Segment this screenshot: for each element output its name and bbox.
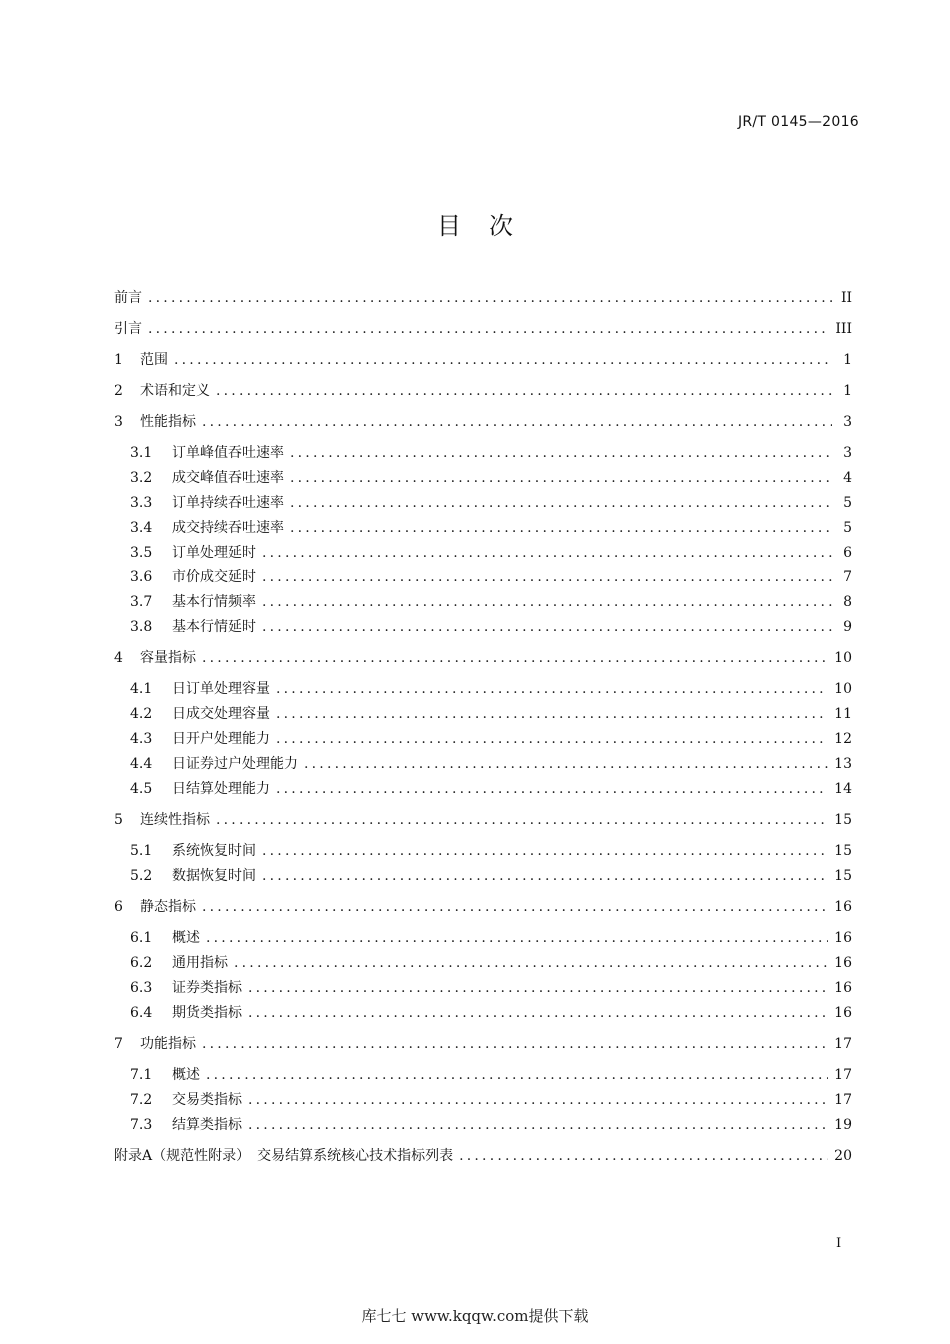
page-title: 目次	[437, 212, 541, 240]
toc-entry-page: 3	[843, 414, 852, 430]
toc-entry-label: 结算类指标	[172, 1117, 242, 1133]
toc-entry-number: 3.1	[130, 445, 153, 461]
toc-leader	[202, 1033, 828, 1055]
toc-entry-page: 10	[834, 650, 852, 666]
toc-entry-page: 7	[843, 569, 852, 585]
toc-entry-label: 通用指标	[172, 955, 228, 971]
toc-entry-page: 9	[843, 619, 852, 635]
toc-entry-page: 16	[834, 899, 852, 915]
toc-leader	[262, 616, 832, 638]
toc-entry-label: 日开户处理能力	[172, 731, 270, 747]
toc-entry-label: 容量指标	[140, 650, 196, 666]
toc-entry-5[interactable]	[114, 809, 852, 831]
toc-entry-3-7[interactable]	[130, 591, 852, 613]
toc-entry-7-1[interactable]	[130, 1064, 852, 1086]
toc-leader	[290, 492, 832, 514]
toc-leader	[216, 809, 828, 831]
toc-entry-page: 17	[834, 1036, 852, 1052]
toc-entry-page: 19	[834, 1117, 852, 1133]
toc-entry-page: 15	[834, 843, 852, 859]
toc-entry-5-2[interactable]	[130, 865, 852, 887]
toc-entry-page: 1	[843, 383, 852, 399]
toc-entry-number: 7	[114, 1036, 123, 1052]
toc-leader	[202, 411, 832, 433]
toc-entry-6-4[interactable]	[130, 1002, 852, 1024]
toc-leader	[262, 840, 828, 862]
toc-entry-page: 5	[843, 495, 852, 511]
toc-entry-page: II	[840, 290, 852, 306]
toc-entry-number: 7.2	[130, 1092, 153, 1108]
toc-leader	[174, 349, 832, 371]
toc-entry-3-4[interactable]	[130, 517, 852, 539]
toc-entry-page: 1	[843, 352, 852, 368]
toc-entry-page: III	[835, 321, 852, 337]
toc-entry-number: 6.1	[130, 930, 153, 946]
toc-entry-page: 4	[843, 470, 852, 486]
toc-entry-number: 3	[114, 414, 123, 430]
toc-entry-6-3[interactable]	[130, 977, 852, 999]
toc-entry-page: 13	[834, 756, 852, 772]
toc-entry-number: 3.6	[130, 569, 153, 585]
toc-entry-4-5[interactable]	[130, 778, 852, 800]
toc-entry-label: 范围	[140, 352, 168, 368]
toc-entry-number: 3.3	[130, 495, 153, 511]
toc-entry-label: 功能指标	[140, 1036, 196, 1052]
toc-entry-label: 概述	[172, 1067, 200, 1083]
toc-entry-label: 订单峰值吞吐速率	[172, 445, 284, 461]
toc-entry-number: 4.5	[130, 781, 153, 797]
toc-entry-3-3[interactable]	[130, 492, 852, 514]
toc-entry-4-4[interactable]	[130, 753, 852, 775]
toc-entry-number: 4	[114, 650, 123, 666]
toc-entry-number: 6.2	[130, 955, 153, 971]
toc-entry-number: 7.3	[130, 1117, 153, 1133]
toc-entry-3[interactable]	[114, 411, 852, 433]
toc-entry-appendix-a[interactable]	[114, 1145, 852, 1167]
toc-entry-number: 6	[114, 899, 123, 915]
toc-entry-label: 引言	[114, 321, 142, 337]
page-number: I	[836, 1236, 842, 1251]
toc-leader	[202, 647, 828, 669]
toc-leader	[262, 566, 832, 588]
toc-entry-number: 1	[114, 352, 123, 368]
toc-entry-label: 数据恢复时间	[172, 868, 256, 884]
toc-entry-label: 证券类指标	[172, 980, 242, 996]
toc-entry-label: 连续性指标	[140, 812, 210, 828]
toc-entry-label: 日订单处理容量	[172, 681, 270, 697]
toc-entry-page: 16	[834, 1005, 852, 1021]
toc-leader	[202, 896, 828, 918]
download-watermark: 库七七 www.kqqw.com提供下载	[361, 1307, 589, 1325]
toc-entry-1[interactable]	[114, 349, 852, 371]
toc-leader	[234, 952, 828, 974]
toc-entry-number: 3.5	[130, 545, 153, 561]
toc-leader	[248, 1114, 828, 1136]
toc-entry-6-2[interactable]	[130, 952, 852, 974]
toc-leader	[216, 380, 832, 402]
toc-entry-number: 5.1	[130, 843, 153, 859]
toc-entry-number: 4.4	[130, 756, 153, 772]
toc-entry-label: 术语和定义	[140, 383, 210, 399]
toc-entry-3-2[interactable]	[130, 467, 852, 489]
toc-entry-foreword[interactable]	[114, 287, 852, 309]
toc-entry-label: 系统恢复时间	[172, 843, 256, 859]
toc-entry-label: 性能指标	[140, 414, 196, 430]
toc-entry-number: 3.4	[130, 520, 153, 536]
toc-leader	[248, 1089, 828, 1111]
toc-entry-6-1[interactable]	[130, 927, 852, 949]
toc-entry-page: 6	[843, 545, 852, 561]
toc-entry-4-3[interactable]	[130, 728, 852, 750]
toc-entry-5-1[interactable]	[130, 840, 852, 862]
toc-entry-3-5[interactable]	[130, 542, 852, 564]
toc-entry-4-1[interactable]	[130, 678, 852, 700]
toc-leader	[262, 865, 828, 887]
toc-entry-label: 订单处理延时	[172, 545, 256, 561]
toc-entry-number: 4.1	[130, 681, 153, 697]
toc-entry-number: 7.1	[130, 1067, 153, 1083]
toc-entry-label: 日成交处理容量	[172, 706, 270, 722]
toc-entry-number: 6.3	[130, 980, 153, 996]
toc-entry-label: 前言	[114, 290, 142, 306]
toc-leader	[290, 467, 832, 489]
toc-entry-4[interactable]	[114, 647, 852, 669]
toc-leader	[262, 542, 832, 564]
toc-leader	[304, 753, 828, 775]
toc-leader	[276, 728, 828, 750]
toc-entry-page: 15	[834, 812, 852, 828]
toc-entry-6[interactable]	[114, 896, 852, 918]
toc-leader	[206, 1064, 828, 1086]
toc-entry-page: 12	[834, 731, 852, 747]
toc-leader	[459, 1145, 828, 1167]
toc-leader	[290, 442, 832, 464]
toc-entry-page: 8	[843, 594, 852, 610]
toc-entry-label: 成交峰值吞吐速率	[172, 470, 284, 486]
toc-entry-introduction[interactable]	[114, 318, 852, 340]
toc-entry-7-3[interactable]	[130, 1114, 852, 1136]
toc-entry-4-2[interactable]	[130, 703, 852, 725]
toc-entry-number: 4.2	[130, 706, 153, 722]
toc-leader	[248, 977, 828, 999]
toc-leader	[290, 517, 832, 539]
toc-entry-label: 成交持续吞吐速率	[172, 520, 284, 536]
toc-entry-2[interactable]	[114, 380, 852, 402]
toc-entry-label: 概述	[172, 930, 200, 946]
toc-entry-number: 6.4	[130, 1005, 153, 1021]
toc-leader	[248, 1002, 828, 1024]
toc-leader	[206, 927, 828, 949]
toc-entry-page: 5	[843, 520, 852, 536]
toc-entry-page: 15	[834, 868, 852, 884]
toc-entry-7-2[interactable]	[130, 1089, 852, 1111]
toc-entry-3-8[interactable]	[130, 616, 852, 638]
toc-entry-label: 基本行情延时	[172, 619, 256, 635]
toc-entry-label: 订单持续吞吐速率	[172, 495, 284, 511]
toc-entry-number: 5	[114, 812, 123, 828]
toc-entry-3-6[interactable]	[130, 566, 852, 588]
toc-entry-page: 16	[834, 955, 852, 971]
toc-entry-number: 3.2	[130, 470, 153, 486]
toc-entry-page: 10	[834, 681, 852, 697]
toc-leader	[262, 591, 832, 613]
doc-code: JR/T 0145—2016	[737, 114, 859, 130]
toc-entry-number: 4.3	[130, 731, 153, 747]
toc-entry-label: 交易类指标	[172, 1092, 242, 1108]
toc-entry-page: 20	[834, 1148, 852, 1164]
toc-leader	[276, 703, 828, 725]
toc-entry-page: 3	[843, 445, 852, 461]
toc-entry-page: 16	[834, 930, 852, 946]
toc-entry-label: 基本行情频率	[172, 594, 256, 610]
toc-entry-page: 14	[834, 781, 852, 797]
toc-entry-page: 16	[834, 980, 852, 996]
toc-leader	[148, 318, 829, 340]
toc-entry-label: 日结算处理能力	[172, 781, 270, 797]
toc-entry-page: 17	[834, 1067, 852, 1083]
toc-leader	[148, 287, 832, 309]
toc-leader	[276, 678, 828, 700]
toc-leader	[276, 778, 828, 800]
toc-entry-number: 3.7	[130, 594, 153, 610]
toc-entry-label: 静态指标	[140, 899, 196, 915]
toc-entry-page: 17	[834, 1092, 852, 1108]
toc-entry-label: 期货类指标	[172, 1005, 242, 1021]
toc-entry-3-1[interactable]	[130, 442, 852, 464]
toc-entry-7[interactable]	[114, 1033, 852, 1055]
toc-entry-number: 2	[114, 383, 123, 399]
toc-entry-label: 日证券过户处理能力	[172, 756, 298, 772]
toc-entry-label: 市价成交延时	[172, 569, 256, 585]
toc-entry-number: 5.2	[130, 868, 153, 884]
toc-entry-page: 11	[834, 706, 852, 722]
toc-entry-label: 附录A（规范性附录） 交易结算系统核心技术指标列表	[114, 1148, 454, 1164]
toc-entry-number: 3.8	[130, 619, 153, 635]
